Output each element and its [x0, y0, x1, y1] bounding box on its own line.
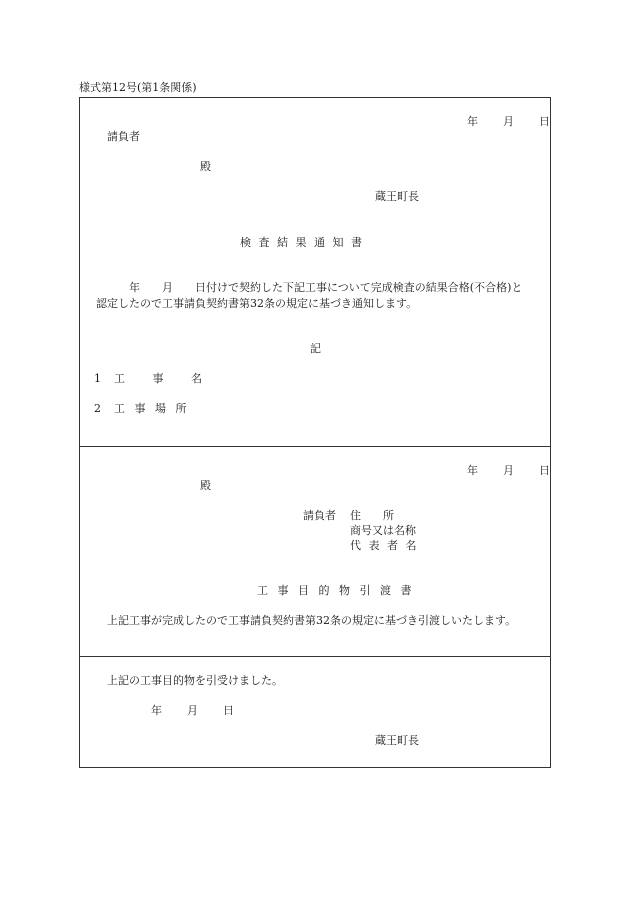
s1-ki-heading: 記 — [310, 342, 321, 355]
s1-item1-number: 1 — [94, 372, 101, 385]
s1-item2-label: 工 事 場 所 — [114, 402, 190, 415]
s1-contractor-label: 請負者 — [107, 130, 140, 143]
s2-date-year: 年 — [467, 464, 478, 477]
s1-honorific: 殿 — [200, 160, 211, 173]
s1-date-day: 日 — [539, 115, 550, 128]
s1-body-line1: 年 月 日付けで契約した下記工事について完成検査の結果合格(不合格)と — [129, 281, 523, 294]
s2-company-label: 商号又は名称 — [350, 524, 416, 537]
s1-body-line2: 認定したので工事請負契約書第32条の規定に基づき通知します。 — [96, 297, 418, 310]
s2-address-label: 住 所 — [350, 509, 394, 522]
s3-date-month: 月 — [187, 704, 198, 717]
form-number-label: 様式第12号(第1条関係) — [79, 81, 197, 94]
s1-date-month: 月 — [503, 115, 514, 128]
s3-date-year: 年 — [151, 704, 162, 717]
s2-representative-label: 代 表 者 名 — [350, 539, 419, 552]
form-frame — [79, 97, 551, 768]
section-divider-1 — [79, 446, 551, 447]
s1-item1-label: 工 事 名 — [114, 372, 214, 385]
s2-contractor-label: 請負者 — [303, 509, 336, 522]
s2-document-title: 工 事 目 的 物 引 渡 書 — [257, 584, 415, 597]
s2-date-day: 日 — [539, 464, 550, 477]
section-divider-2 — [79, 656, 551, 657]
s1-issuer: 蔵王町長 — [375, 190, 419, 203]
s1-document-title: 検 査 結 果 通 知 書 — [240, 236, 364, 249]
s1-item2-number: 2 — [94, 402, 101, 415]
s2-honorific: 殿 — [200, 479, 211, 492]
s1-date-year: 年 — [467, 115, 478, 128]
s3-issuer: 蔵王町長 — [375, 734, 419, 747]
s2-date-month: 月 — [503, 464, 514, 477]
s3-date-day: 日 — [223, 704, 234, 717]
s2-body: 上記工事が完成したので工事請負契約書第32条の規定に基づき引渡しいたします。 — [107, 614, 517, 627]
s3-body: 上記の工事目的物を引受けました。 — [107, 674, 283, 687]
